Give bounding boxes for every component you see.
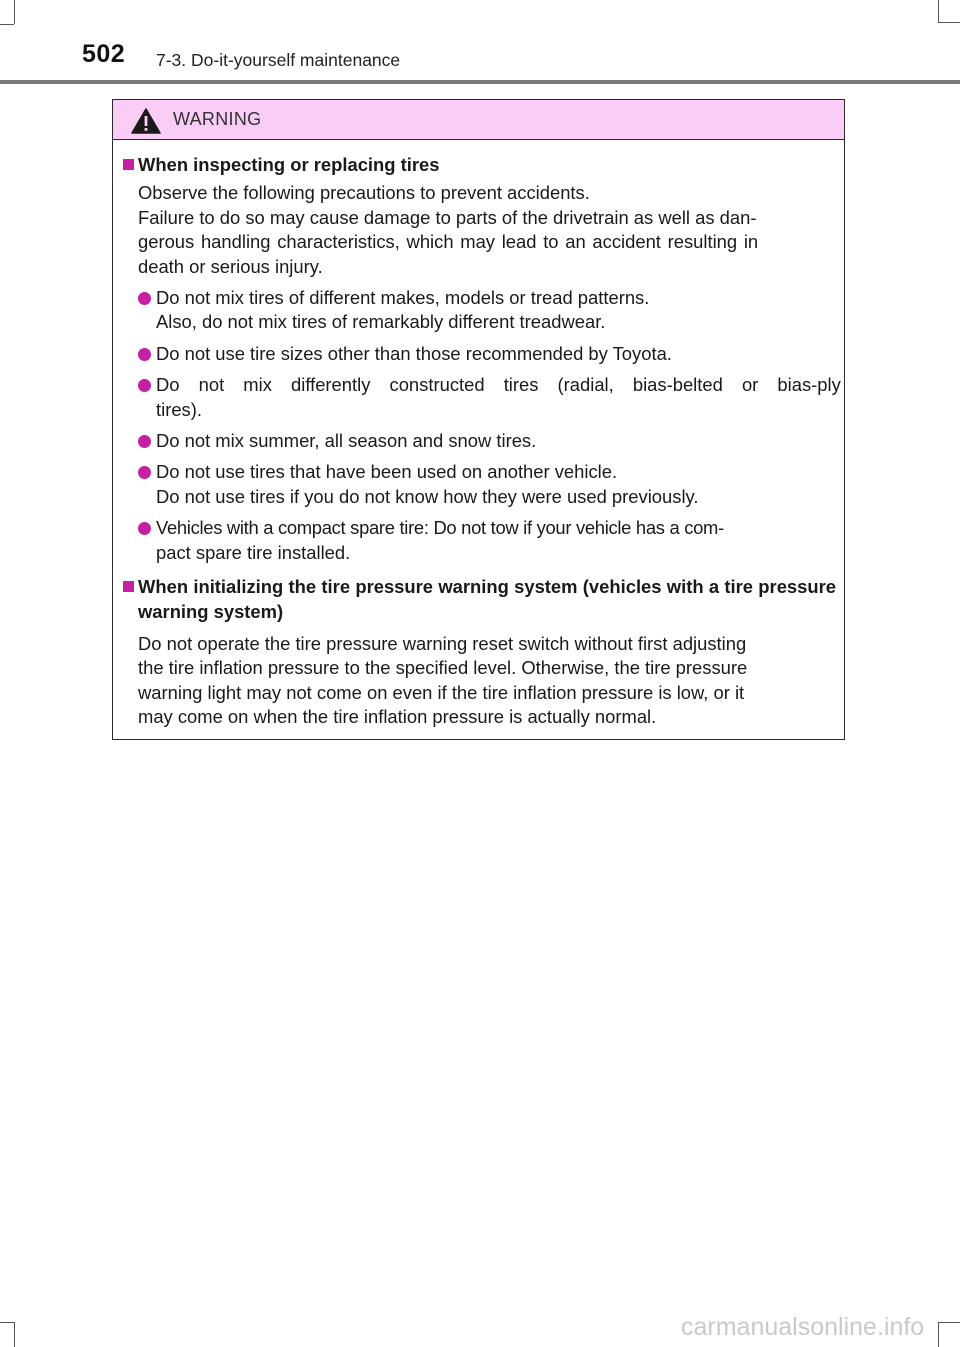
bullet-line: pact spare tire installed. xyxy=(156,541,351,563)
list-item xyxy=(138,460,836,509)
intro-line: the tire inflation pressure to the specified level. Otherwise, the tire pressure xyxy=(138,657,748,679)
intro-line: warning light may not come on even if the tire inflation pressure is low, or it xyxy=(138,681,745,703)
section-heading-text: When inspecting or replacing tires xyxy=(138,154,440,175)
page-number: 502 xyxy=(82,40,126,68)
bullet-line: Do not use tires if you do not know how they were used previously. xyxy=(156,485,699,507)
section-heading xyxy=(123,153,836,177)
square-bullet-icon xyxy=(123,159,134,170)
circle-bullet-icon xyxy=(138,435,151,448)
section-heading xyxy=(123,575,836,624)
list-item xyxy=(138,342,836,366)
crop-mark xyxy=(938,1322,939,1347)
section-intro xyxy=(138,632,836,730)
watermark: carmanualsonline.info xyxy=(681,1313,925,1341)
bullet-line: Do not mix summer, all season and snow tires. xyxy=(156,430,537,452)
circle-bullet-icon xyxy=(138,292,151,305)
intro-line: gerous handling characteristics, which may lead to an accident resulting in xyxy=(138,231,759,253)
bullet-line: tires). xyxy=(156,398,202,420)
warning-header xyxy=(113,100,844,140)
intro-line: Observe the following precautions to prevent accidents. xyxy=(138,182,590,204)
list-item xyxy=(138,516,836,565)
intro-line: Failure to do so may cause damage to parts of the drivetrain as well as dan- xyxy=(138,206,757,228)
warning-body xyxy=(113,140,844,730)
intro-line: death or serious injury. xyxy=(138,255,323,277)
bullet-line: Also, do not mix tires of remarkably different treadwear. xyxy=(156,311,606,333)
page-header xyxy=(0,0,960,90)
circle-bullet-icon xyxy=(138,466,151,479)
bullet-line: Do not use tires that have been used on another vehicle. xyxy=(156,461,618,483)
list-item xyxy=(138,373,841,422)
crop-mark xyxy=(14,1322,15,1347)
warning-box xyxy=(112,99,845,740)
crop-mark xyxy=(0,1322,14,1323)
crop-mark xyxy=(938,1322,960,1323)
square-bullet-icon xyxy=(123,581,134,592)
bullet-line: Do not use tire sizes other than those recommended by Toyota. xyxy=(156,342,672,364)
section-title: 7-3. Do-it-yourself maintenance xyxy=(156,50,401,70)
circle-bullet-icon xyxy=(138,379,151,392)
section-heading-text: When initializing the tire pressure warning system (vehicles with a tire pressure warning system) xyxy=(138,576,836,622)
list-item xyxy=(138,429,836,453)
section-intro xyxy=(138,181,836,279)
header-rule xyxy=(0,80,960,84)
list-item xyxy=(138,286,836,335)
bullet-line: Do not mix differently constructed tires (radial, bias-belted or bias-ply xyxy=(156,374,841,396)
circle-bullet-icon xyxy=(138,348,151,361)
warning-label: WARNING xyxy=(173,109,262,129)
intro-line: Do not operate the tire pressure warning reset switch without first adjusting xyxy=(138,632,747,654)
intro-line: may come on when the tire inflation pressure is actually normal. xyxy=(138,706,657,728)
bullet-line: Vehicles with a compact spare tire: Do not tow if your vehicle has a com- xyxy=(156,517,724,539)
circle-bullet-icon xyxy=(138,522,151,535)
warning-triangle-icon xyxy=(131,108,161,134)
bullet-line: Do not mix tires of different makes, models or tread patterns. xyxy=(156,287,650,309)
